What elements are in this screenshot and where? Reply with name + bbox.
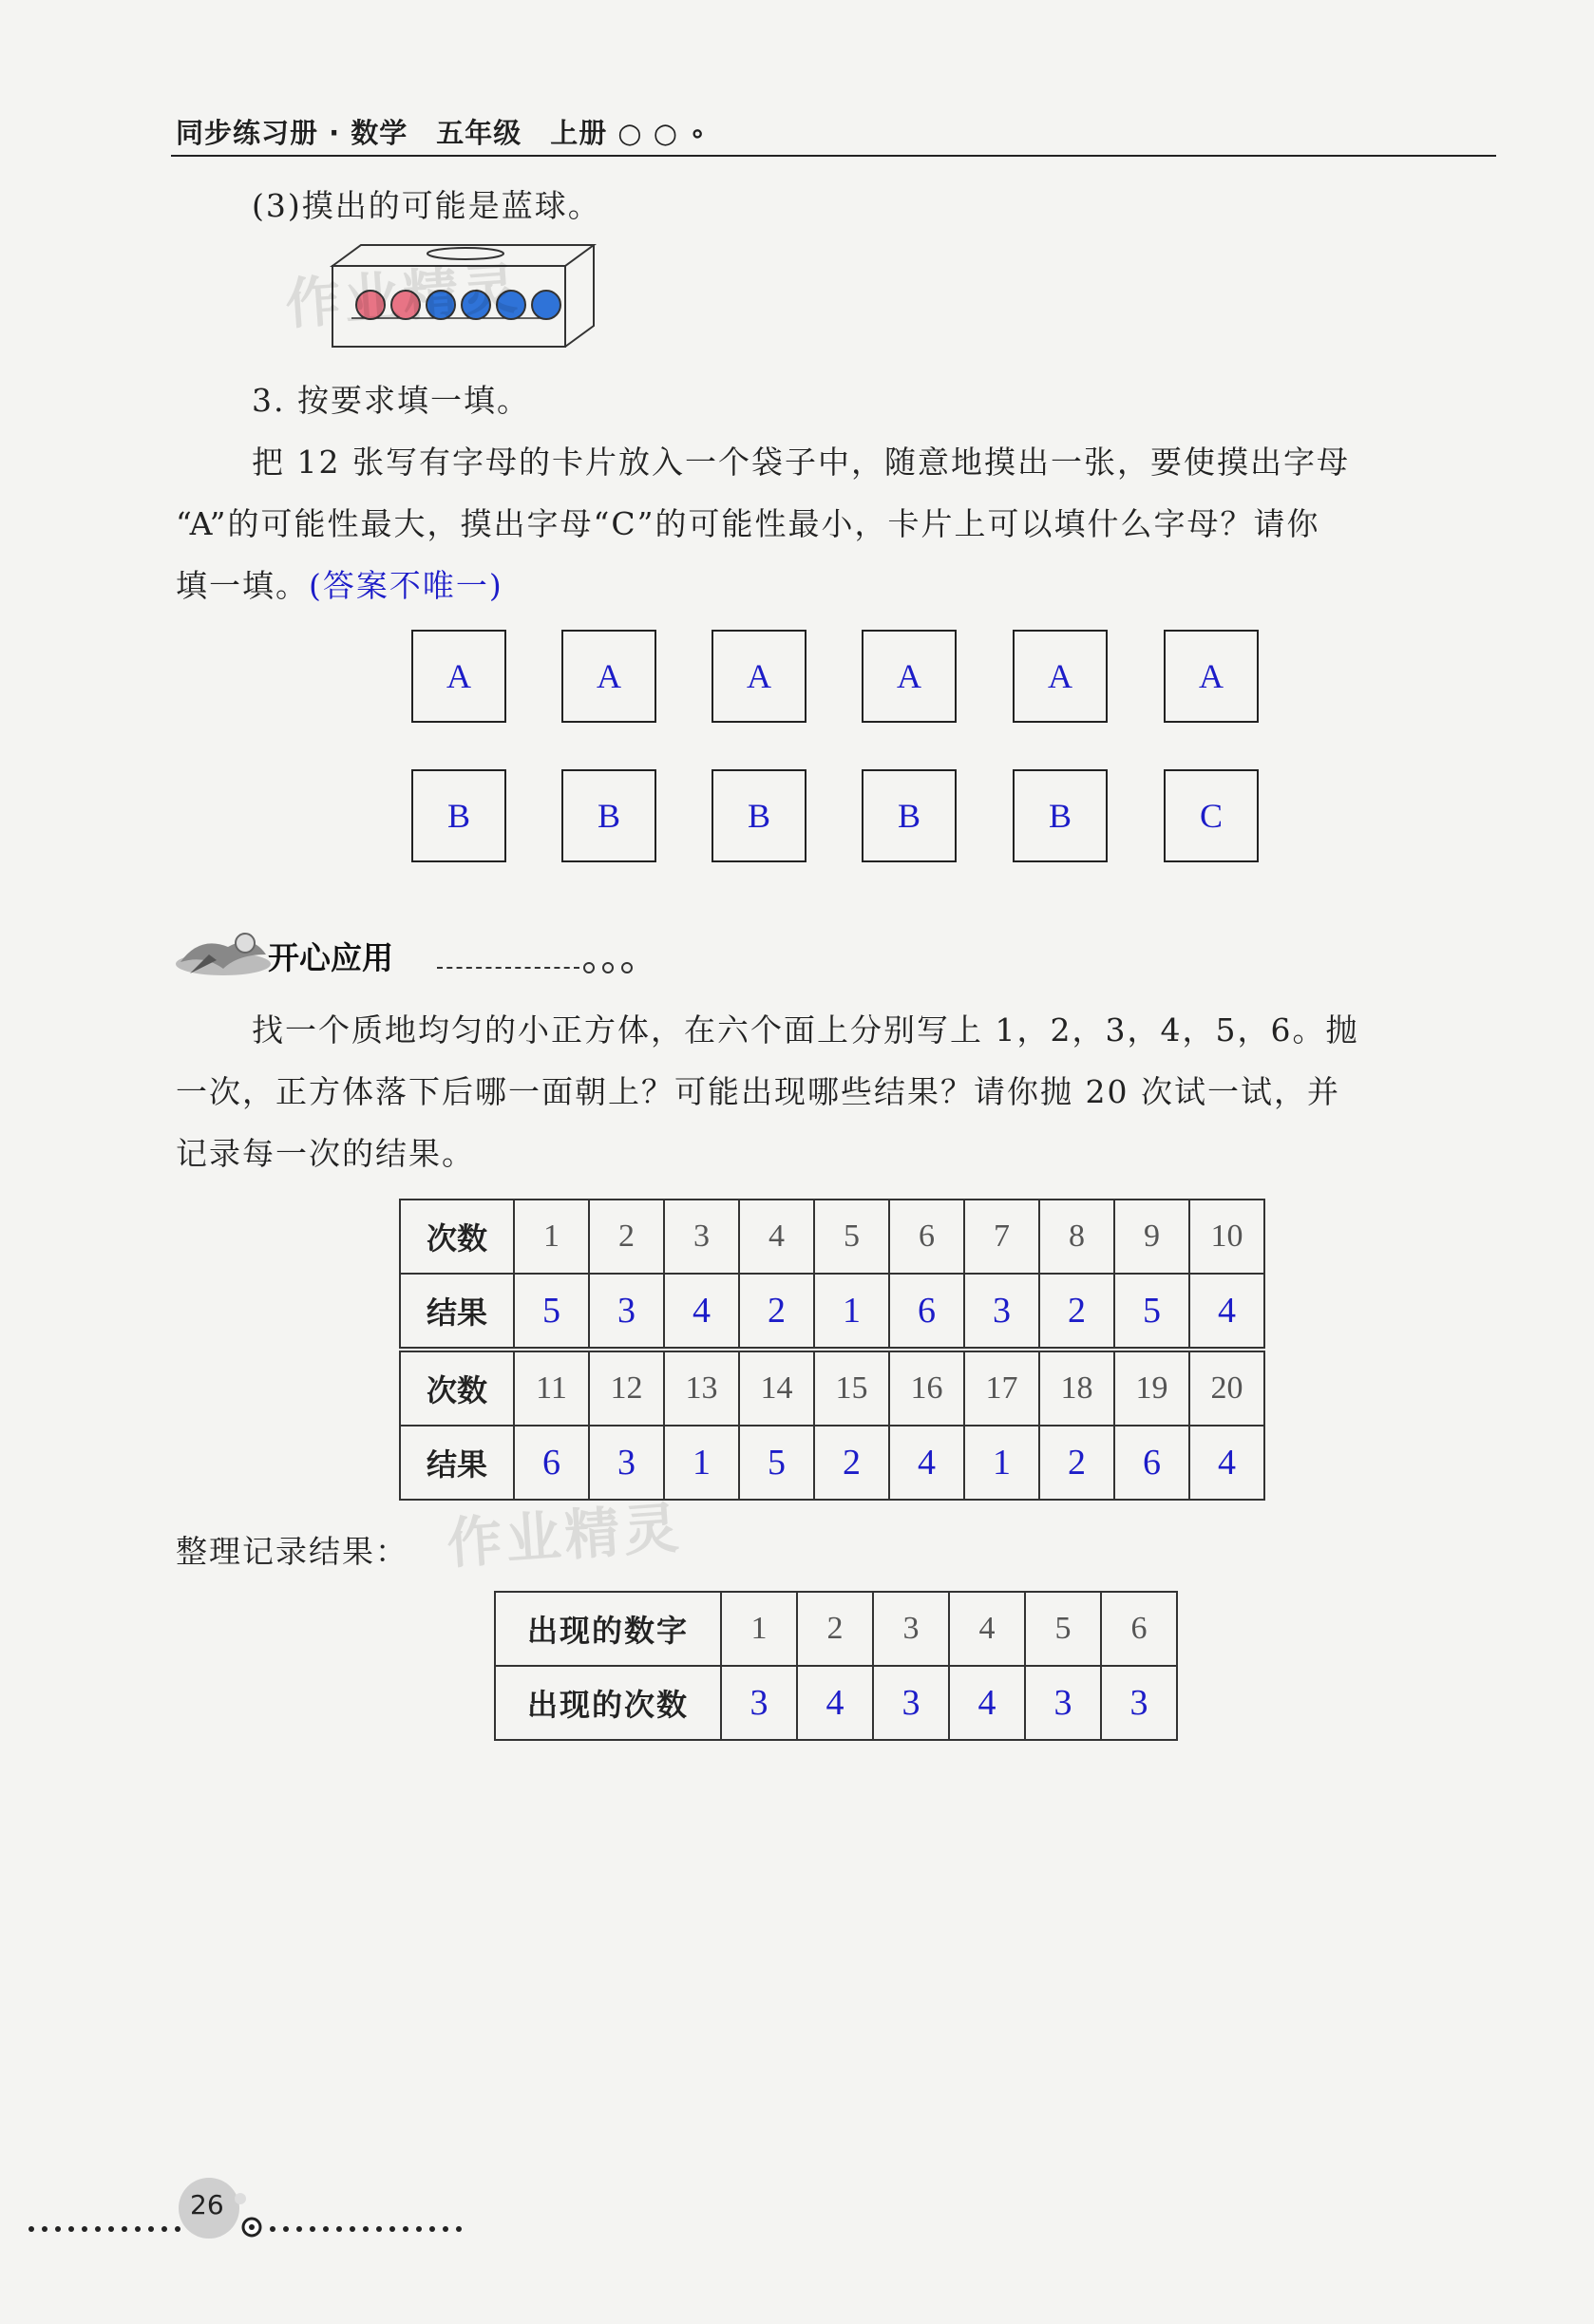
result-cell: 5 xyxy=(1114,1274,1189,1350)
count-cell: 18 xyxy=(1039,1350,1114,1426)
section-icon xyxy=(171,926,275,983)
result-cell: 3 xyxy=(589,1274,664,1350)
result-header: 结果 xyxy=(400,1274,514,1350)
record-table xyxy=(399,1199,1265,1501)
count-cell: 8 xyxy=(1039,1200,1114,1274)
times-cell: 4 xyxy=(797,1666,873,1740)
letter-card: A xyxy=(712,630,806,723)
result-cell: 4 xyxy=(1189,1274,1264,1350)
application-line-3: 记录每一次的结果。 xyxy=(176,1135,475,1172)
result-cell: 6 xyxy=(889,1274,964,1350)
times-cell: 3 xyxy=(721,1666,797,1740)
count-cell: 9 xyxy=(1114,1200,1189,1274)
letter-card: A xyxy=(411,630,506,723)
count-cell: 16 xyxy=(889,1350,964,1426)
result-header: 结果 xyxy=(400,1426,514,1500)
times-header: 出现的次数 xyxy=(495,1666,721,1740)
count-cell: 1 xyxy=(514,1200,589,1274)
letter-card: B xyxy=(862,769,957,862)
result-cell: 6 xyxy=(514,1426,589,1500)
watermark: 作业精灵 xyxy=(283,255,523,337)
section-dots xyxy=(581,960,638,975)
result-cell: 2 xyxy=(1039,1274,1114,1350)
watermark: 作业精灵 xyxy=(445,1495,685,1577)
header-rule xyxy=(171,155,1496,157)
count-cell: 10 xyxy=(1189,1200,1264,1274)
count-cell: 7 xyxy=(964,1200,1039,1274)
result-cell: 6 xyxy=(1114,1426,1189,1500)
result-cell: 4 xyxy=(889,1426,964,1500)
footer-decoration xyxy=(24,2170,480,2256)
page-number: 26 xyxy=(190,2189,224,2220)
ball xyxy=(532,291,560,319)
result-cell: 1 xyxy=(814,1274,889,1350)
count-header: 次数 xyxy=(400,1200,514,1274)
count-cell: 5 xyxy=(814,1200,889,1274)
number-cell: 5 xyxy=(1025,1592,1101,1666)
count-cell: 6 xyxy=(889,1200,964,1274)
problem-3-line-3: 填一填。 xyxy=(176,567,309,604)
count-cell: 15 xyxy=(814,1350,889,1426)
table-row xyxy=(400,1426,1264,1500)
answer-note: (答案不唯一) xyxy=(309,567,503,604)
letter-card: B xyxy=(411,769,506,862)
section-divider xyxy=(437,967,579,969)
table-row xyxy=(495,1666,1177,1740)
letter-card: A xyxy=(561,630,656,723)
count-cell: 11 xyxy=(514,1350,589,1426)
result-cell: 2 xyxy=(814,1426,889,1500)
result-cell: 5 xyxy=(739,1426,814,1500)
section-title: 开心应用 xyxy=(268,939,393,976)
result-cell: 5 xyxy=(514,1274,589,1350)
letter-card: B xyxy=(561,769,656,862)
question-3-label: (3)摸出的可能是蓝球。 xyxy=(252,187,601,224)
count-cell: 4 xyxy=(739,1200,814,1274)
result-cell: 1 xyxy=(664,1426,739,1500)
result-cell: 4 xyxy=(664,1274,739,1350)
count-cell: 20 xyxy=(1189,1350,1264,1426)
letter-card: B xyxy=(1013,769,1108,862)
result-cell: 2 xyxy=(1039,1426,1114,1500)
count-cell: 2 xyxy=(589,1200,664,1274)
problem-3-title: 3. 按要求填一填。 xyxy=(252,382,530,419)
page-header: 同步练习册 · 数学 五年级 上册 ○ ○ ∘ xyxy=(176,117,708,149)
number-cell: 4 xyxy=(949,1592,1025,1666)
number-cell: 2 xyxy=(797,1592,873,1666)
times-cell: 4 xyxy=(949,1666,1025,1740)
summary-label: 整理记录结果： xyxy=(176,1533,408,1570)
count-cell: 12 xyxy=(589,1350,664,1426)
letter-card: C xyxy=(1164,769,1259,862)
result-cell: 2 xyxy=(739,1274,814,1350)
result-cell: 3 xyxy=(589,1426,664,1500)
times-cell: 3 xyxy=(1025,1666,1101,1740)
count-cell: 17 xyxy=(964,1350,1039,1426)
table-row xyxy=(495,1592,1177,1666)
table-row xyxy=(400,1350,1264,1426)
number-cell: 3 xyxy=(873,1592,949,1666)
count-cell: 19 xyxy=(1114,1350,1189,1426)
letter-card: A xyxy=(1013,630,1108,723)
table-row xyxy=(400,1200,1264,1274)
number-cell: 6 xyxy=(1101,1592,1177,1666)
problem-3-line-1: 把 12 张写有字母的卡片放入一个袋子中，随意地摸出一张，要使摸出字母 xyxy=(252,444,1350,481)
count-cell: 3 xyxy=(664,1200,739,1274)
table-row xyxy=(400,1274,1264,1350)
count-header: 次数 xyxy=(400,1350,514,1426)
letter-card: A xyxy=(862,630,957,723)
count-cell: 14 xyxy=(739,1350,814,1426)
result-cell: 3 xyxy=(964,1274,1039,1350)
letter-card: B xyxy=(712,769,806,862)
count-cell: 13 xyxy=(664,1350,739,1426)
result-cell: 1 xyxy=(964,1426,1039,1500)
times-cell: 3 xyxy=(873,1666,949,1740)
application-line-2: 一次，正方体落下后哪一面朝上？可能出现哪些结果？请你抛 20 次试一试，并 xyxy=(176,1073,1340,1110)
summary-table xyxy=(494,1591,1178,1741)
problem-3-line-2: “A”的可能性最大，摸出字母“C”的可能性最小，卡片上可以填什么字母？请你 xyxy=(176,505,1320,542)
number-header: 出现的数字 xyxy=(495,1592,721,1666)
application-line-1: 找一个质地均匀的小正方体，在六个面上分别写上 1，2，3，4，5，6。抛 xyxy=(252,1011,1359,1049)
letter-card: A xyxy=(1164,630,1259,723)
number-cell: 1 xyxy=(721,1592,797,1666)
result-cell: 4 xyxy=(1189,1426,1264,1500)
times-cell: 3 xyxy=(1101,1666,1177,1740)
